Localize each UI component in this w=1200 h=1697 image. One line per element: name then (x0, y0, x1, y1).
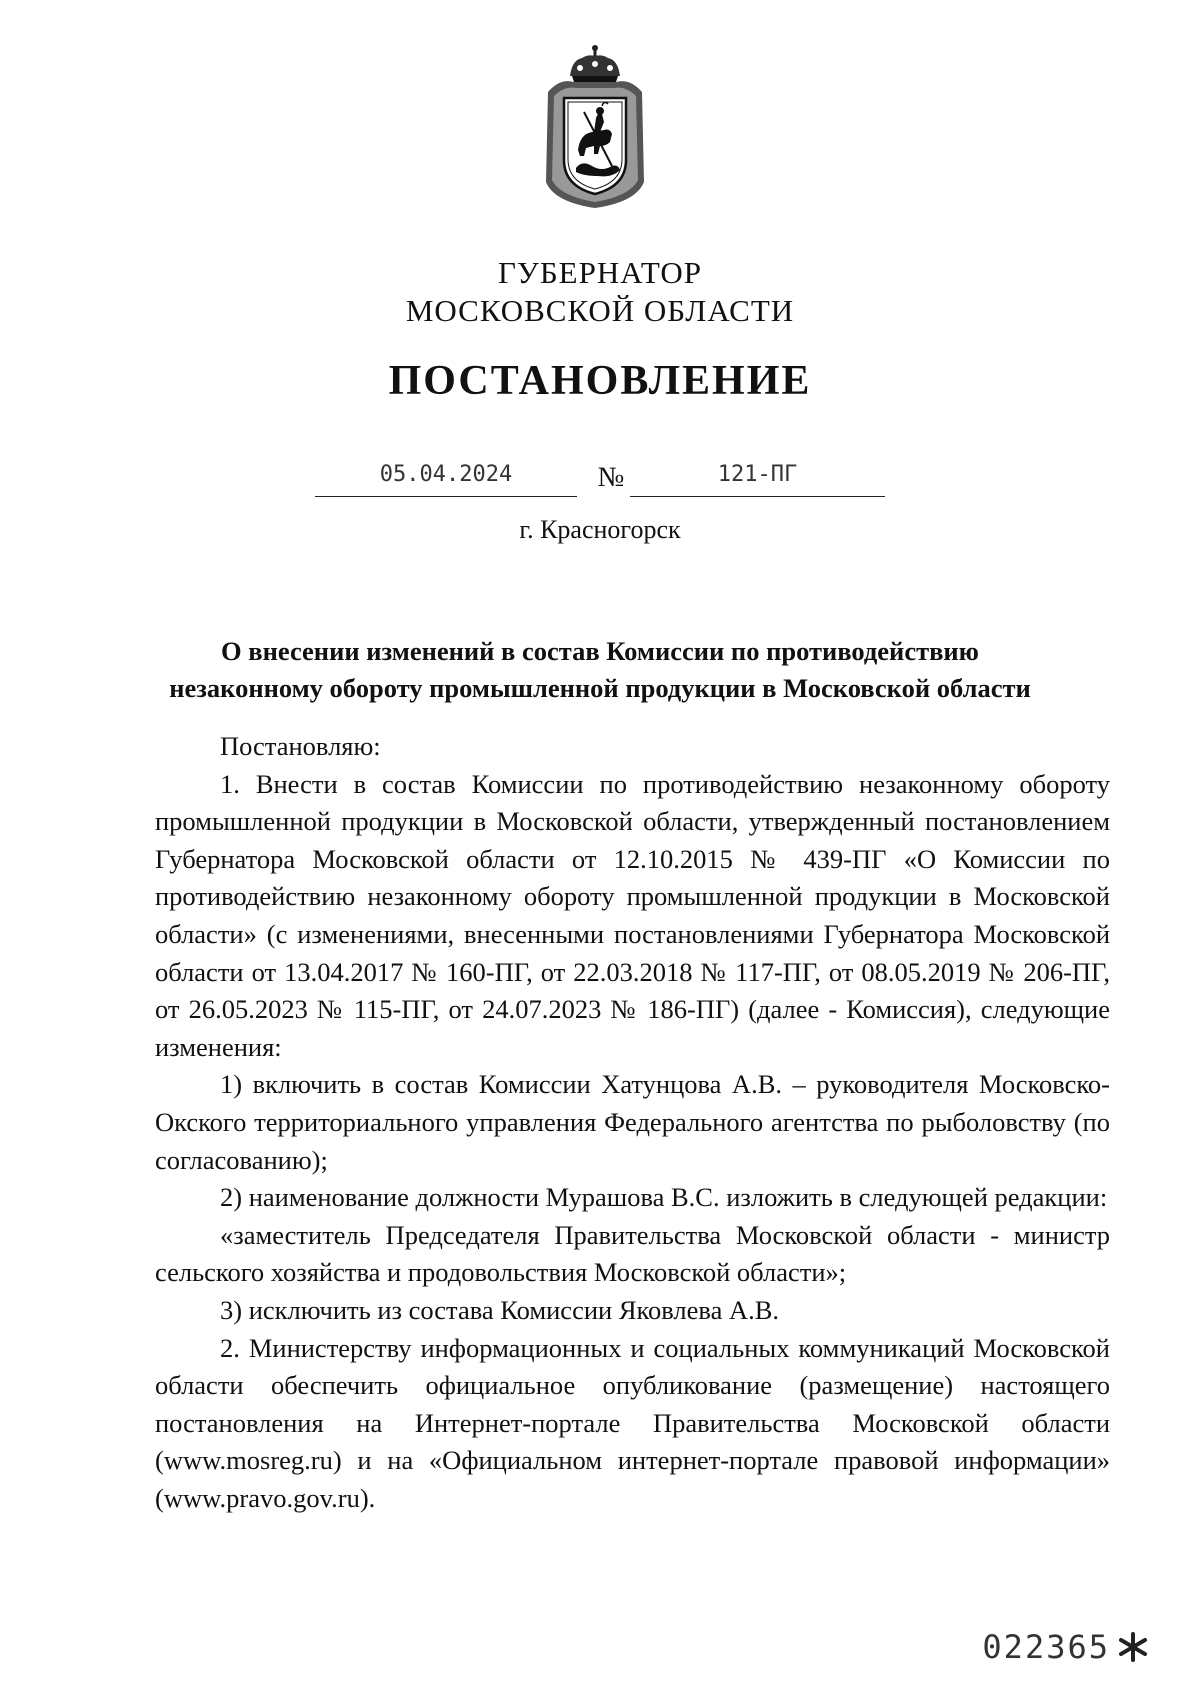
document-type: ПОСТАНОВЛЕНИЕ (388, 358, 812, 404)
city: г. Красногорск (519, 515, 681, 544)
number-sign: № (597, 462, 625, 493)
registration-date: 05.04.2024 (315, 462, 577, 497)
issuer-line-1: ГУБЕРНАТОР (497, 255, 703, 290)
registration-number: 121-ПГ (630, 462, 885, 497)
document-body (155, 728, 1110, 1517)
paragraph-1-item-3: 3) исключить из состава Комиссии Яковлева А.В. (220, 1294, 780, 1325)
intro-paragraph: Постановляю: (220, 731, 381, 761)
coat-of-arms-icon (540, 42, 650, 210)
paragraph-1-item-2-quote: «заместитель Председателя Правительства Московской области - министр сельского хозяйства и продовольствия Московской области»; (155, 1219, 1110, 1288)
asterisk-icon (1116, 1630, 1150, 1664)
serial-number: 022365 (982, 1628, 1110, 1666)
paragraph-1: 1. Внести в состав Комиссии по противодействию незаконному обороту промышленной продукции в Московской области, утвержденный постановлением Губернатора Московской области от 12.10.2015 № 439-ПГ «О Комиссии по противодействию незаконному обороту промышленной продукции в Московской области» (с изменениями, внесенными постановлениями Губернатора Московской области от 13.04.2017 № 160-ПГ, от 22.03.2018 № 117-ПГ, от 08.05.2019 № 206-ПГ, от 26.05.2023 № 115-ПГ, от 24.07.2023 № 186-ПГ) (далее - Комиссия), следующие изменения: (155, 768, 1110, 1062)
paragraph-1-item-1: 1) включить в состав Комиссии Хатунцова А.В. – руководителя Московско-Окского территориального управления Федерального агентства по рыболовству (по согласованию); (155, 1069, 1110, 1175)
issuer-line-2: МОСКОВСКОЙ ОБЛАСТИ (405, 293, 795, 328)
paragraph-1-item-2: 2) наименование должности Мурашова В.С. изложить в следующей редакции: (220, 1182, 1108, 1213)
paragraph-2: 2. Министерству информационных и социальных коммуникаций Московской области обеспечить официальное опубликование (размещение) настоящего постановления на Интернет-портале Правительства Московской области (www.mosreg.ru) и на «Официальном интернет-портале правовой информации» (www.pravo.gov.ru). (155, 1332, 1110, 1513)
document-title: О внесении изменений в состав Комиссии по противодействию незаконному обороту промышленной продукции в Московской области (169, 636, 1031, 703)
